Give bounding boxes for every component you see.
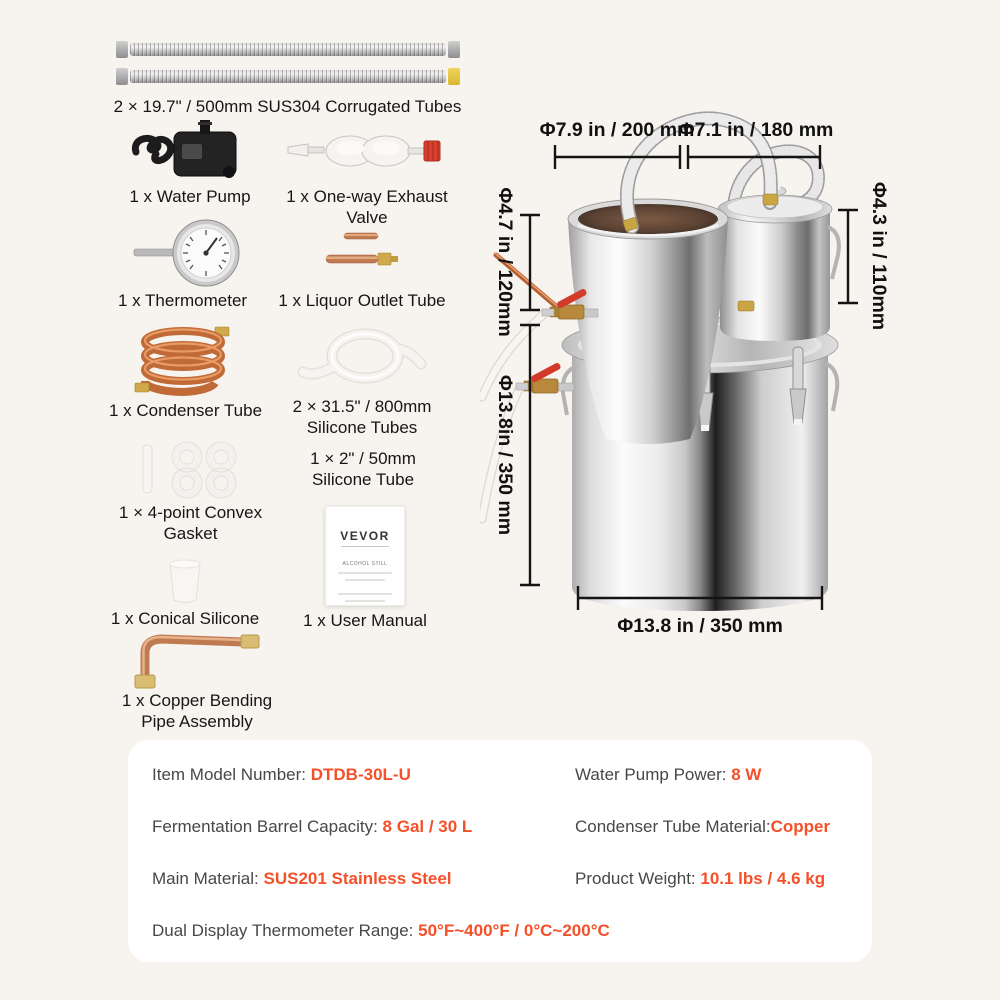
- exhaust-valve-label: 1 x One-way Exhaust Valve: [286, 187, 448, 227]
- corrugated-tube-1: [130, 43, 446, 56]
- gasket-image: [108, 436, 273, 502]
- part-condenser: [108, 320, 263, 421]
- spec-thermo-range-value: 50°F~400°F / 0°C~200°C: [418, 921, 610, 940]
- conical-silicone-label: 1 x Conical Silicone: [110, 609, 260, 628]
- silicone-tube-50-label: 1 × 2" / 50mm Silicone Tube: [310, 449, 416, 489]
- silicone-tubes-image: [282, 320, 442, 396]
- dim-left-lower: Φ13.8in / 350 mm: [493, 374, 516, 536]
- spec-capacity: [152, 816, 575, 837]
- liquor-outlet-image: [272, 214, 452, 290]
- spec-thermo-range: [152, 920, 848, 941]
- liquor-outlet-label: 1 x Liquor Outlet Tube: [278, 291, 446, 310]
- spec-condenser-material: [575, 816, 848, 837]
- spec-main-material: [152, 868, 575, 889]
- dim-bottom: Φ13.8 in / 350 mm: [617, 615, 783, 637]
- part-conical-silicone: [110, 556, 260, 629]
- spec-thermo-range-label: Dual Display Thermometer Range:: [152, 921, 419, 940]
- water-pump-image: [120, 116, 260, 186]
- manual-brand-text: VEVOR: [340, 529, 390, 543]
- spec-model-label: Item Model Number:: [152, 765, 311, 784]
- part-silicone-tubes-800: [282, 320, 442, 438]
- user-manual-label: 1 x User Manual: [303, 611, 427, 630]
- exhaust-valve-image: [272, 116, 462, 186]
- part-exhaust-valve: [272, 116, 462, 228]
- gasket-label: 1 × 4-point Convex Gasket: [118, 503, 263, 543]
- copper-pipe-image: [112, 628, 282, 690]
- dim-right-side: Φ4.3 in / 110mm: [867, 181, 890, 331]
- spec-pump-power-label: Water Pump Power:: [575, 765, 732, 784]
- spec-pump-power: [575, 764, 848, 785]
- conical-silicone-image: [110, 556, 260, 608]
- spec-main-material-value: SUS201 Stainless Steel: [263, 869, 452, 888]
- water-pump-label: 1 x Water Pump: [129, 187, 251, 206]
- part-thermometer: [110, 214, 255, 311]
- part-user-manual: [300, 502, 430, 631]
- spec-model: [152, 764, 575, 785]
- spec-pump-power-value: 8 W: [731, 765, 762, 784]
- spec-capacity-label: Fermentation Barrel Capacity:: [152, 817, 383, 836]
- part-copper-pipe: [112, 628, 282, 732]
- spec-weight-label: Product Weight:: [575, 869, 701, 888]
- dim-top-right: Φ7.1 in / 180 mm: [678, 119, 834, 141]
- user-manual-image: [300, 502, 430, 610]
- part-gasket: [108, 436, 273, 544]
- condenser-tube-image: [108, 320, 263, 400]
- dim-left-upper: Φ4.7 in / 120mm: [493, 187, 516, 337]
- spec-weight-value: 10.1 lbs / 4.6 kg: [700, 869, 826, 888]
- copper-pipe-label: 1 x Copper Bending Pipe Assembly: [121, 691, 273, 731]
- spec-card: [128, 740, 872, 962]
- still-image: [480, 95, 980, 675]
- yellow-cap: [448, 68, 460, 85]
- corrugated-tube-2: [130, 70, 446, 83]
- condenser-tube-label: 1 x Condenser Tube: [108, 401, 263, 420]
- part-silicone-tube-50: [288, 448, 438, 490]
- spec-main-material-label: Main Material:: [152, 869, 264, 888]
- spec-model-value: DTDB-30L-U: [310, 765, 411, 784]
- silicone-tubes-label: 2 × 31.5" / 800mm Silicone Tubes: [292, 397, 432, 437]
- spec-condenser-material-label: Condenser Tube Material:: [575, 817, 771, 836]
- part-corrugated-tubes: [100, 34, 475, 117]
- spec-condenser-material-value: Copper: [770, 817, 831, 836]
- condenser-pot: [718, 186, 839, 342]
- thermometer-label: 1 x Thermometer: [117, 291, 248, 310]
- thermometer-image: [110, 214, 255, 290]
- spec-weight: [575, 868, 848, 889]
- part-water-pump: [120, 116, 260, 207]
- part-liquor-outlet: [272, 214, 452, 311]
- spec-capacity-value: 8 Gal / 30 L: [382, 817, 473, 836]
- manual-subtitle-text: ALCOHOL STILL: [342, 561, 388, 567]
- dim-top-left: Φ7.9 in / 200 mm: [539, 119, 695, 141]
- corrugated-tubes-label: 2 × 19.7" / 500mm SUS304 Corrugated Tubes: [113, 97, 462, 116]
- corrugated-tubes-image: [100, 34, 475, 96]
